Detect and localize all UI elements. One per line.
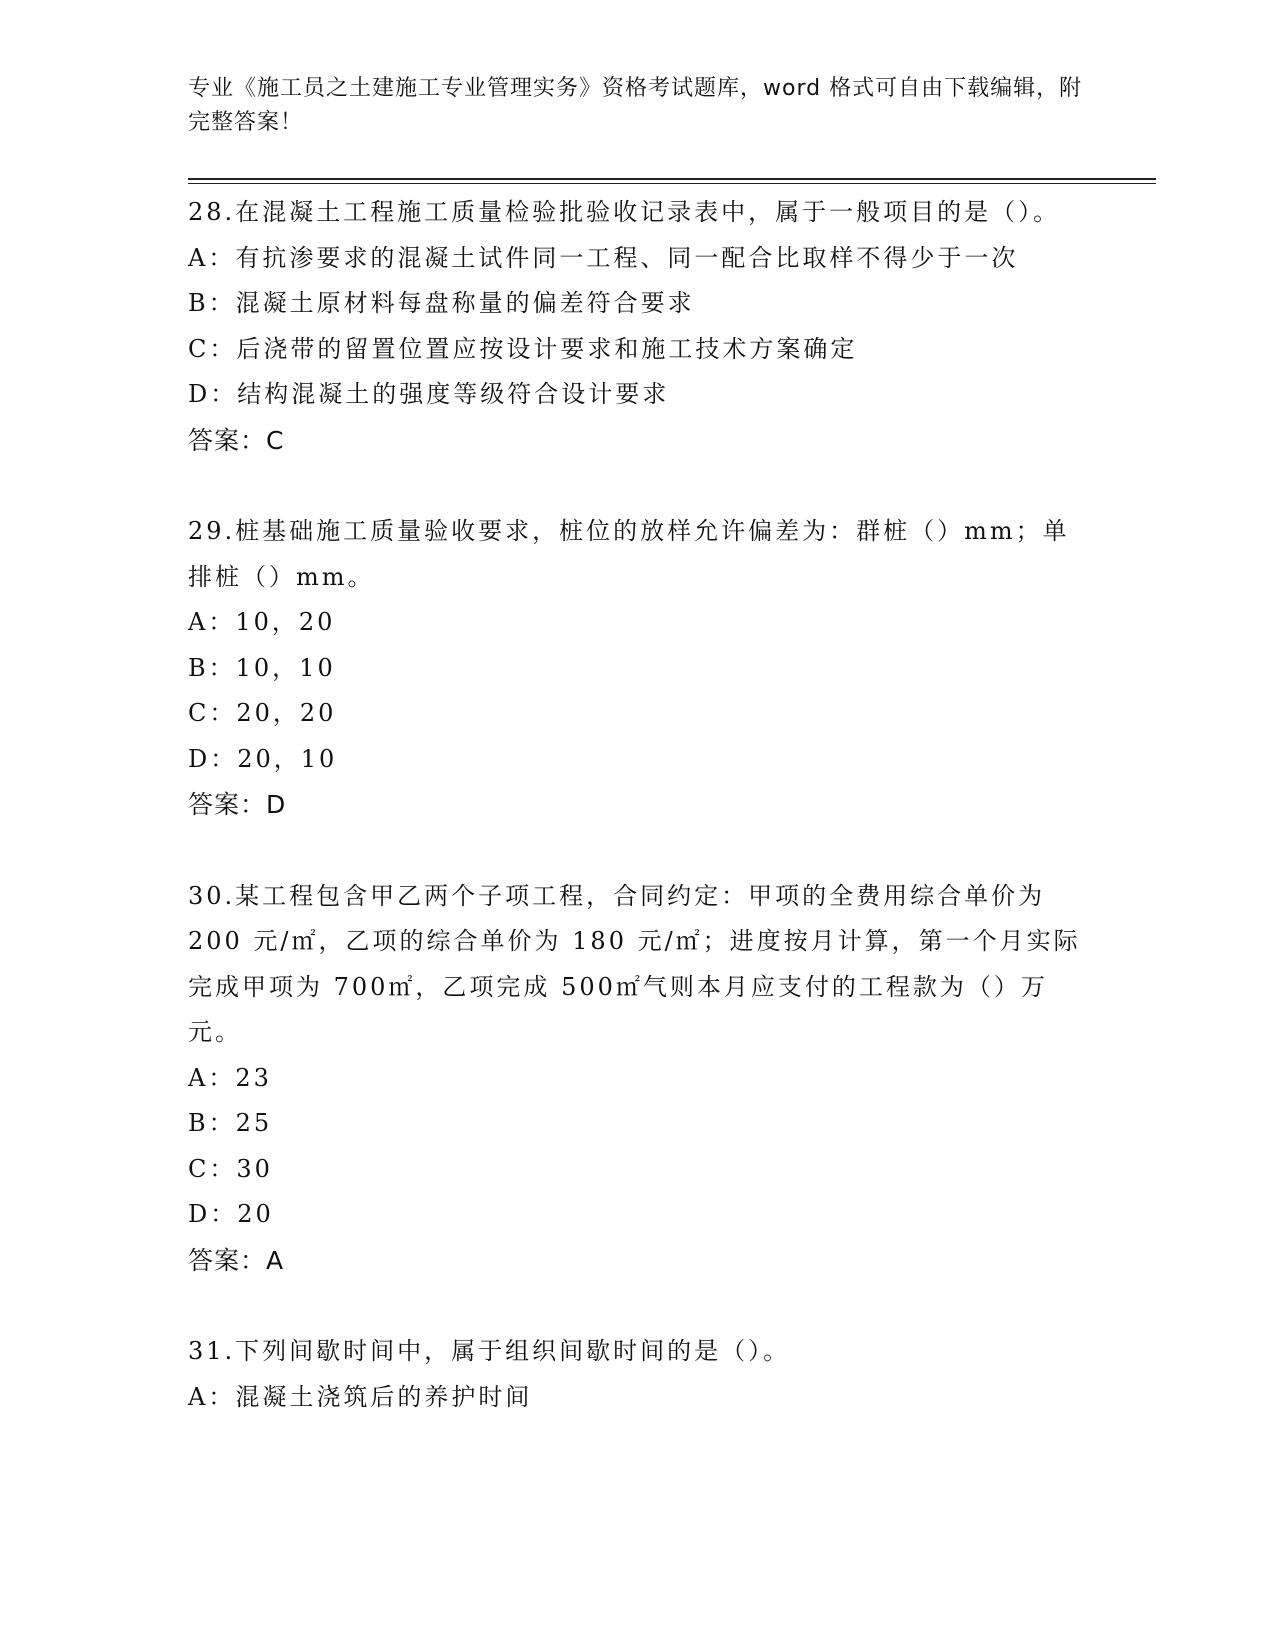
question-stem: 31.下列间歇时间中，属于组织间歇时间的是（）。	[188, 1337, 791, 1365]
option-c: C：30	[188, 1154, 273, 1183]
option-a: A：混凝土浇筑后的养护时间	[188, 1382, 533, 1411]
option-c: C：20，20	[188, 699, 337, 727]
question-31	[188, 1329, 1088, 1420]
answer: 答案：A	[188, 1245, 285, 1275]
option-a: A：有抗渗要求的混凝土试件同一工程、同一配合比取样不得少于一次	[188, 243, 1019, 272]
question-28	[188, 190, 1088, 463]
question-30	[188, 874, 1088, 1284]
option-c: C：后浇带的留置位置应按设计要求和施工技术方案确定	[188, 334, 858, 363]
document-header: 专业《施工员之土建施工专业管理实务》资格考试题库，word 格式可自由下载编辑，附完整答案！	[188, 76, 1083, 135]
option-d: D：20，10	[188, 744, 338, 773]
header-divider-thin	[188, 183, 1156, 184]
question-list	[188, 190, 1088, 1466]
answer: 答案：D	[188, 790, 287, 819]
option-a: A：10，20	[188, 608, 336, 636]
question-stem: 30.某工程包含甲乙两个子项工程，合同约定：甲项的全费用综合单价为 200 元/㎡，乙项的综合单价为 180 元/㎡；进度按月计算，第一个月实际完成甲项为 700㎡，乙项完成 500㎡气则本月应支付的工程款为（）万元。	[188, 881, 1081, 1046]
option-b: B：混凝土原材料每盘称量的偏差符合要求	[188, 289, 695, 317]
option-b: B：25	[188, 1109, 273, 1137]
header-divider-thick	[188, 178, 1156, 180]
option-d: D：20	[188, 1200, 274, 1228]
option-b: B：10，10	[188, 653, 336, 682]
answer: 答案：C	[188, 425, 285, 455]
option-a: A：23	[188, 1063, 272, 1092]
question-stem: 28.在混凝土工程施工质量检验批验收记录表中，属于一般项目的是（）。	[188, 198, 1061, 226]
question-stem: 29.桩基础施工质量验收要求，桩位的放样允许偏差为：群桩（）mm；单排桩（）mm。	[188, 517, 1070, 591]
question-29	[188, 509, 1088, 828]
option-d: D：结构混凝土的强度等级符合设计要求	[188, 380, 670, 408]
